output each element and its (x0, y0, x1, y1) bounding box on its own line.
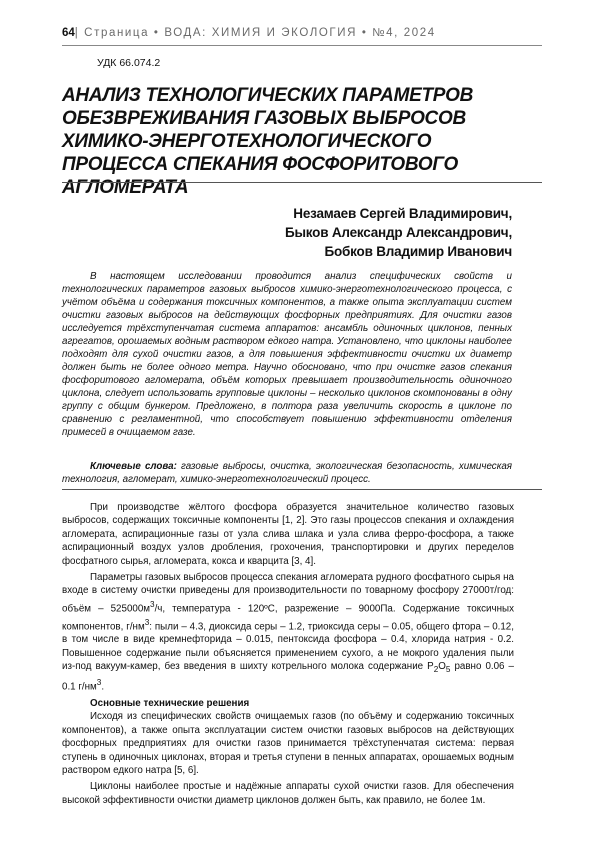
body-paragraph: Циклоны наиболее простые и надёжные аппараты сухой очистки газов. Для обеспечения высокой эффективности очистки диаметр циклонов должен быть, как правило, не более 1м. (62, 781, 514, 806)
keywords-label: Ключевые слова: (90, 461, 177, 472)
body-paragraph: Исходя из специфических свойств очищаемых газов (по объёму и содержанию токсичных компонентов), а также опыта эксплуатации систем очистки газовых выбросов на действующих фосфорных предприятиях для очистки газов принимается трёхступенчатая система: первая ступень в одиночных циклонах, вторая и третья ступени в пенных аппаратах, орошаемых водным раствором едкого натра [5, 6]. (62, 711, 514, 777)
keywords (62, 460, 512, 486)
article-body (62, 501, 514, 810)
article-title: АНАЛИЗ ТЕХНОЛОГИЧЕСКИХ ПАРАМЕТРОВ ОБЕЗВРЕЖИВАНИЯ ГАЗОВЫХ ВЫБРОСОВ ХИМИКО-ЭНЕРГОТЕХНОЛОГИЧЕСКОГО ПРОЦЕССА СПЕКАНИЯ ФОСФОРИТОВОГО АГЛОМЕРАТА (62, 85, 474, 198)
abstract: В настоящем исследовании проводится анализ специфических свойств и технологических параметров газовых выбросов химико-энерготехнологического процесса, с учётом объёма и содержания токсичных компонентов, а также опыта эксплуатации систем очистки газовых выбросов на действующих фосфорных предприятиях. Для очистки газов исследуется трёхступенчатая система аппаратов: ансамбль одиночных циклонов, пенных агрегатов, орошаемых водным раствором едкого натра. Установлено, что циклоны наиболее подходят для сухой очистки газов, а для повышения эффективности очистки их диаметр должен быть не более одного метра. Научно обосновано, что при очистке газов спекания фосфоритового агломерата, объём которых превышает производительность одиночного циклона, следует использовать групповые циклоны – несколько циклонов скомпонованы в одну группу с общим бункером. Предложено, в полтора раза увеличить скорость в циклоне по сравнению с регламентной, что способствует повышению эффективности отделения примесей в очищаемом газе. (62, 271, 512, 438)
udk-code: УДК 66.074.2 (97, 57, 161, 69)
keywords-text: газовые выбросы, очистка, экологическая безопасность, химическая технология, агломерат, химико-энерготехнологический процесс. (62, 461, 512, 485)
author-name: Быков Александр Александрович, (284, 225, 512, 240)
keywords-divider (62, 489, 542, 490)
author-list (285, 204, 512, 261)
running-title: | Страница • ВОДА: ХИМИЯ И ЭКОЛОГИЯ • №4, 2024 (74, 27, 436, 39)
section-heading: Основные технические решения (90, 698, 250, 710)
header-divider (62, 45, 542, 46)
body-paragraph: При производстве жёлтого фосфора образуется значительное количество газовых выбросов, содержащих токсичные компоненты [1, 2]. Это газы процессов спекания и охлаждения агломерата, аспирационные газы от узла слива шлака и узла слива ферро-фосфора, а также аспирационный воздух узлов дробления, грохочения, транспортировки и других переделов фосфатного сырья, агломерата, кокса и кварцита [3, 4]. (62, 502, 514, 567)
author-name: Бобков Владимир Иванович (324, 244, 512, 259)
author-name: Незамаев Сергей Владимирович, (293, 206, 512, 221)
title-divider (62, 182, 542, 183)
running-header (62, 27, 542, 39)
page-number: 64 (62, 27, 75, 39)
body-paragraph: Параметры газовых выбросов процесса спекания агломерата рудного фосфатного сырья на входе в систему очистки приведены для производительности по товарному фосфору 27000т/год: объём – $525000м^3/ч$, температура - 120ºС, разрежение – 9000Па. Содержание токсичных компонентов, $г/нм^3$: пыли – 4.3, диоксида серы – 1.2, триоксида серы – 0.05, общего фтора – 0.12, в том числе в виде кремнефторида – 0.015, пентоксида фосфора – 0.4, хлорида натрия - 0.2. Повышенное содержание пыли объясняется применением сухого, а не мокрого удаления пыли из-под вакуум-камер, без введения в шихту котрельного молока содержание $P_2O_5$ равно 0.06 – 0.1 $г/нм^3$. (62, 572, 514, 693)
